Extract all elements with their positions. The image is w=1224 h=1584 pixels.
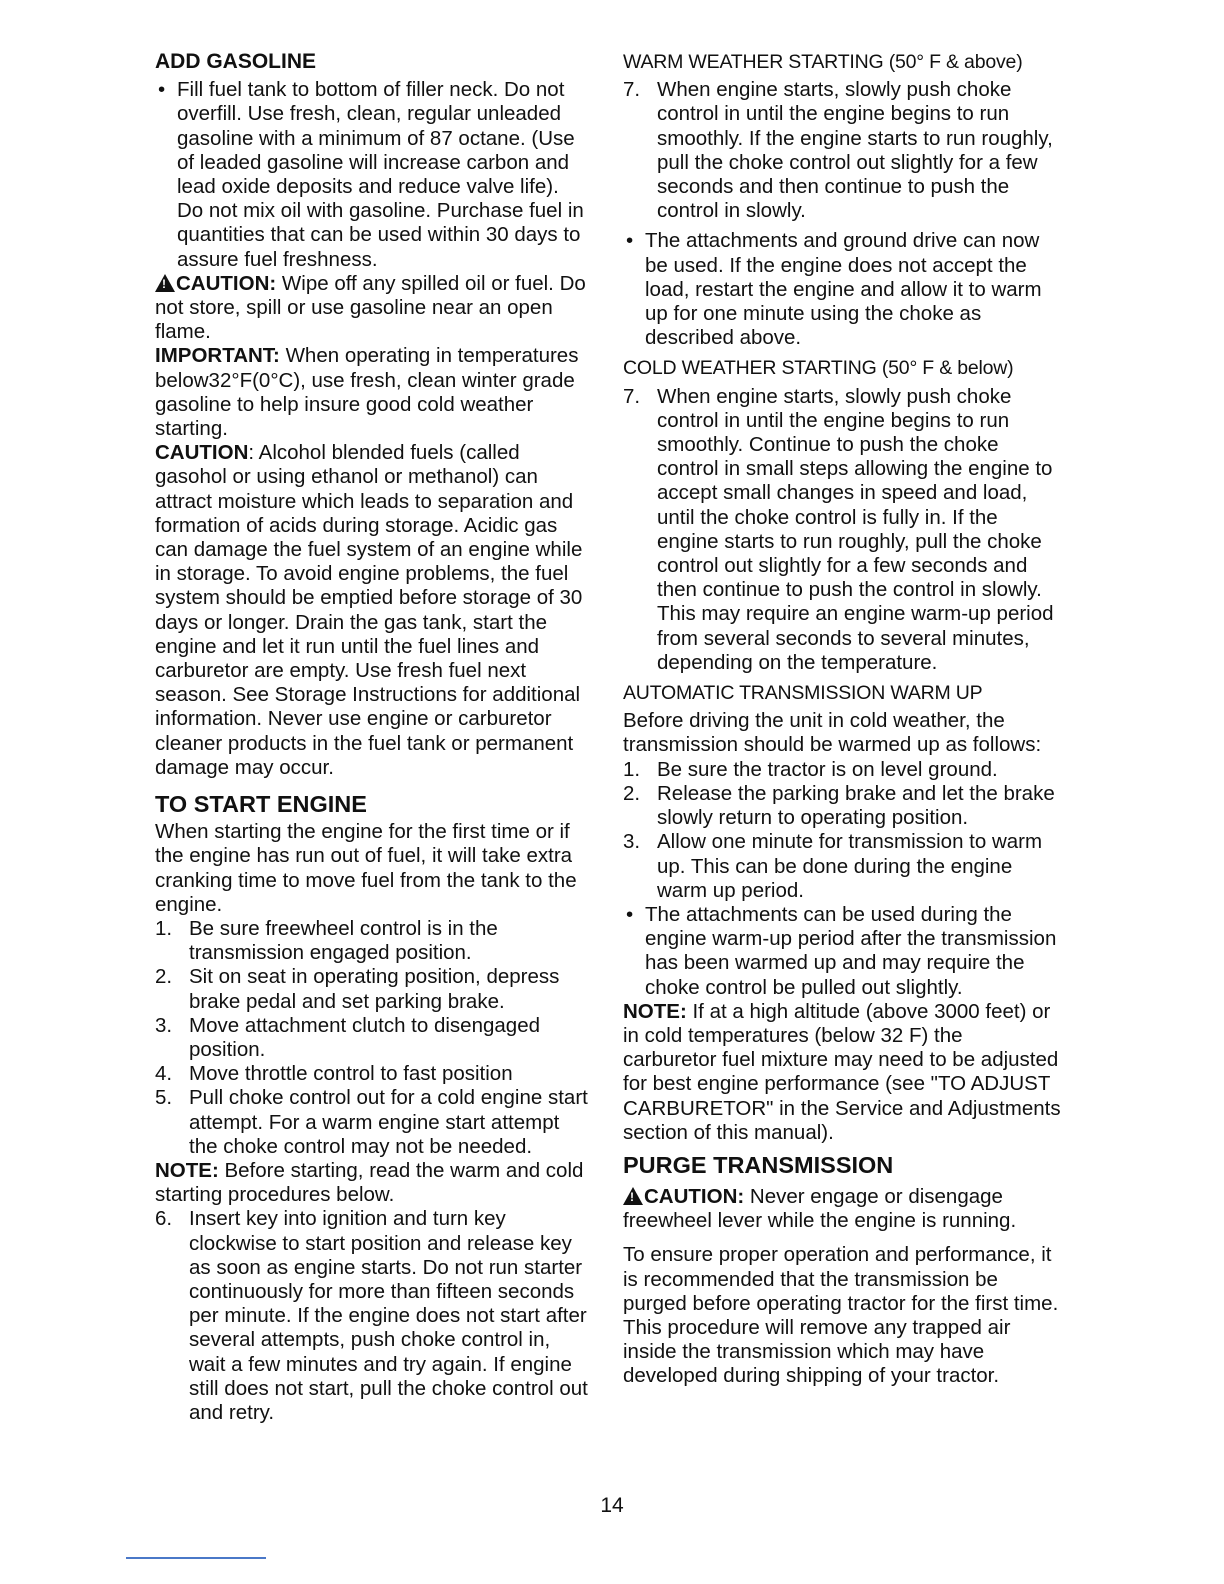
add-gasoline-bullet xyxy=(155,78,588,272)
list-item xyxy=(623,758,1061,782)
purge-transmission-heading: PURGE TRANSMISSION xyxy=(623,1151,894,1178)
step-text: Be sure the tractor is on level ground. xyxy=(657,757,998,781)
note-label: NOTE: xyxy=(623,999,687,1023)
caution-text: Wipe off any spilled oil or fuel. Do not store, spill or use gasoline near an open flame. xyxy=(155,271,586,344)
left-column xyxy=(155,50,588,1425)
step-text: Be sure freewheel control is in the transmission engaged position. xyxy=(189,916,498,965)
caution-alcohol xyxy=(155,441,588,780)
step-number: 3. xyxy=(155,1013,173,1037)
purge-body: To ensure proper operation and performance, it is recommended that the transmission be purged before operating tractor for the first time. This procedure will remove any trapped air inside the transmission which may have developed during shipping of your tractor. xyxy=(623,1243,1059,1388)
warm-weather-heading: WARM WEATHER STARTING (50° F & above) xyxy=(623,51,1023,73)
step-text: Sit on seat in operating position, depress brake pedal and set parking brake. xyxy=(189,965,560,1013)
bullet-mark: • xyxy=(626,229,634,253)
list-item xyxy=(155,917,588,965)
list-item xyxy=(155,1014,588,1062)
caution-spill xyxy=(155,272,588,345)
step-text: Insert key into ignition and turn key clockwise to start position and release key as soon as engine starts. Do not run starter continuously for more than fifteen seconds per minute. If the engine does not start after several attempts, push choke control in, wait a few minutes and try again. If engine still does not start, pull the choke control out and retry. xyxy=(189,1207,588,1424)
start-steps-list xyxy=(155,917,588,1159)
footer-rule xyxy=(126,1557,266,1559)
list-item xyxy=(623,385,1061,675)
bullet-text: The attachments can be used during the engine warm-up period after the transmission has been warmed up and may require the choke control be pulled out slightly. xyxy=(645,902,1057,999)
step-number: 5. xyxy=(155,1086,173,1110)
warning-triangle-icon xyxy=(155,274,175,292)
altitude-note xyxy=(623,1000,1061,1145)
page-number: 14 xyxy=(600,1494,624,1517)
caution-label: CAUTION xyxy=(155,441,249,465)
step-number: 3. xyxy=(623,830,641,854)
caution-text: Never engage or disengage freewheel lever while the engine is running. xyxy=(623,1184,1017,1233)
step-number: 6. xyxy=(155,1207,173,1231)
note-label: NOTE: xyxy=(155,1158,219,1182)
step-text: Pull choke control out for a cold engine start attempt. For a warm engine start attempt the choke control may not be needed. xyxy=(189,1086,588,1158)
warm-up-steps-list xyxy=(623,758,1061,903)
caution-label: CAUTION: xyxy=(176,271,277,295)
caution-text: : Alcohol blended fuels (called gasohol or using ethanol or methanol) can attract moisture which leads to separation and formation of acids during storage. Acidic gas can damage the fuel system of an engine while in storage. To avoid engine problems, the fuel system should be emptied before storage of 30 days or longer. Drain the gas tank, start the engine and let it run until the fuel lines and carburetor are empty. Use fresh fuel next season. See Storage Instructions for additional information. Never use engine or carburetor cleaner products in the fuel tank or permanent damage may occur. xyxy=(155,441,583,779)
auto-transmission-heading: AUTOMATIC TRANSMISSION WARM UP xyxy=(623,682,983,705)
step-text: When engine starts, slowly push choke control in until the engine begins to run smoothly. Continue to push the choke control in small steps allowing the engine to accept small changes in speed and load, until the choke control is fully in. If the engine starts to run roughly, pull the choke control out slightly for a few seconds and then continue to push the control in slowly. This may require an engine warm-up period from several seconds to several minutes, depending on the temperature. xyxy=(657,384,1054,674)
list-item xyxy=(155,965,588,1013)
important-note xyxy=(155,344,588,441)
list-item xyxy=(155,1207,588,1425)
auto-transmission-intro: Before driving the unit in cold weather, the transmission should be warmed up as follows: xyxy=(623,709,1042,757)
to-start-engine-heading: TO START ENGINE xyxy=(155,791,367,818)
step-number: 1. xyxy=(623,757,641,781)
list-item xyxy=(155,1086,588,1159)
list-item xyxy=(155,1062,588,1086)
step-text: Release the parking brake and let the brake slowly return to operating position. xyxy=(657,781,1055,830)
list-item xyxy=(623,782,1061,830)
step-text: Move throttle control to fast position xyxy=(189,1062,513,1086)
right-column xyxy=(623,50,1061,1389)
step-text: Allow one minute for transmission to warm up. This can be done during the engine warm up period. xyxy=(657,830,1043,902)
list-item xyxy=(623,78,1061,223)
note-text: If at a high altitude (above 3000 feet) or in cold temperatures (below 32 F) the carburetor fuel mixture may need to be adjusted for best engine performance (see "TO ADJUST CARBURETOR" in the Service and Adjustments section of this manual). xyxy=(623,999,1061,1144)
step-text: When engine starts, slowly push choke control in until the engine begins to run smoothly. If the engine starts to run roughly, pull the choke control out slightly for a few seconds and then continue to push the control in slowly. xyxy=(657,78,1053,223)
list-item xyxy=(623,830,1061,903)
to-start-intro: When starting the engine for the first time or if the engine has run out of fuel, it will take extra cranking time to move fuel from the tank to the engine. xyxy=(155,820,577,916)
step-number: 4. xyxy=(155,1062,173,1086)
step-number: 7. xyxy=(623,78,641,102)
step-number: 7. xyxy=(623,384,641,408)
warm-up-bullet xyxy=(623,903,1061,1000)
cold-weather-heading: COLD WEATHER STARTING (50° F & below) xyxy=(623,357,1014,380)
step-number: 1. xyxy=(155,916,173,940)
bullet-text: The attachments and ground drive can now be used. If the engine does not accept the load, restart the engine and allow it to warm up for one minute using the choke as described above. xyxy=(645,229,1042,350)
step-text: Move attachment clutch to disengaged position. xyxy=(189,1013,540,1061)
add-gasoline-heading: ADD GASOLINE xyxy=(155,50,317,73)
step-number: 2. xyxy=(155,965,173,989)
bullet-mark: • xyxy=(626,902,634,926)
caution-label: CAUTION: xyxy=(644,1184,745,1208)
warm-weather-bullet xyxy=(623,229,1061,350)
step-number: 2. xyxy=(623,781,641,805)
warning-triangle-icon xyxy=(623,1187,643,1205)
start-note xyxy=(155,1159,588,1207)
bullet-text: Fill fuel tank to bottom of filler neck. Do not overfill. Use fresh, clean, regular unleaded gasoline with a minimum of 87 octane. (Use of leaded gasoline will increase carbon and lead oxide deposits and reduce valve life). Do not mix oil with gasoline. Purchase fuel in quantities that can be used within 30 days to assure fuel freshness. xyxy=(177,78,584,271)
bullet-mark: • xyxy=(158,78,166,102)
important-label: IMPORTANT: xyxy=(155,344,280,368)
note-text: Before starting, read the warm and cold starting procedures below. xyxy=(155,1158,584,1207)
important-text: When operating in temperatures below32°F(0°C), use fresh, clean winter grade gasoline to help insure good cold weather starting. xyxy=(155,344,579,441)
purge-caution xyxy=(623,1185,1061,1233)
